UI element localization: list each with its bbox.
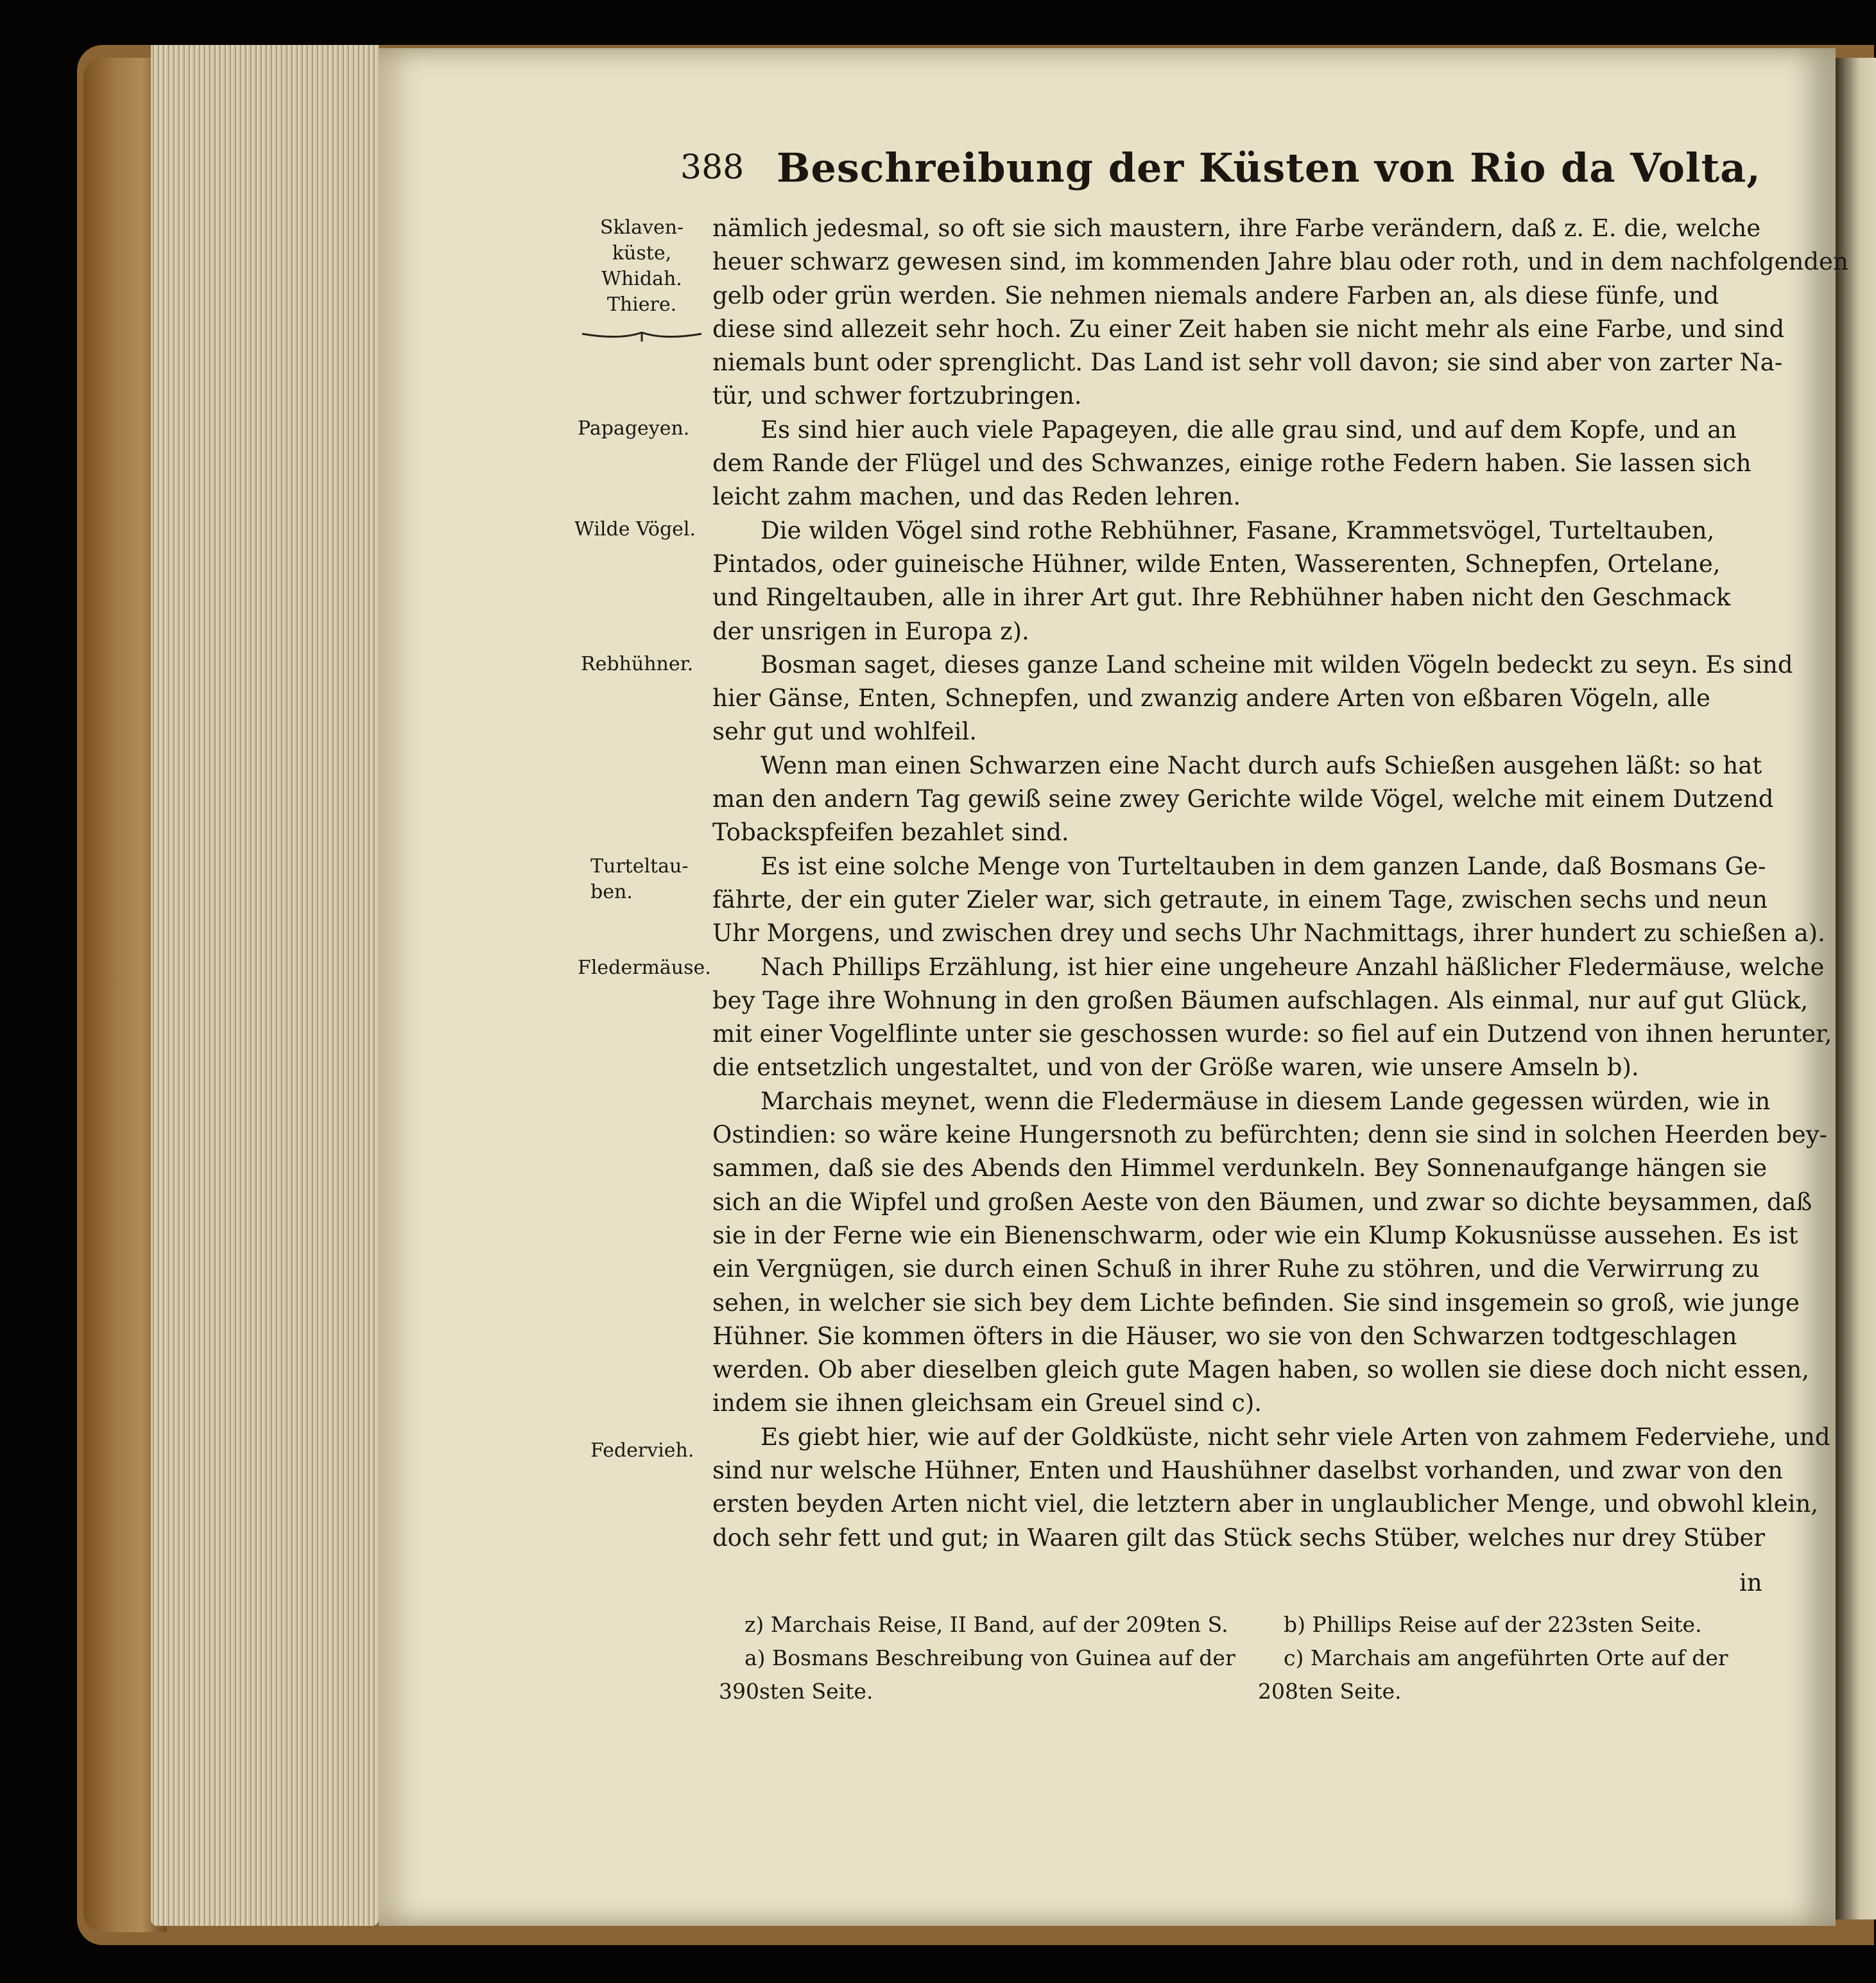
body-line: mit einer Vogelflinte unter sie geschossen wurde: so fiel auf ein Dutzend von ihnen herunter, (712, 1020, 1832, 1048)
body-line: sie in der Ferne wie ein Bienenschwarm, oder wie ein Klump Kokusnüsse aussehen. Es ist (712, 1221, 1798, 1249)
body-line: Marchais meynet, wenn die Fledermäuse in diesem Lande gegessen würden, wie in (761, 1087, 1771, 1115)
margin-note-line: Sklaven- (599, 216, 684, 239)
body-line: sich an die Wipfel und großen Aeste von den Bäumen, und zwar so dichte beysammen, daß (712, 1188, 1812, 1216)
body-line: Es ist eine solche Menge von Turteltauben in dem ganzen Lande, daß Bosmans Ge- (761, 852, 1766, 880)
footnote-line: c) Marchais am angeführten Orte auf der (1284, 1645, 1728, 1670)
catchword: in (1739, 1569, 1762, 1597)
page-edges (151, 45, 379, 1926)
margin-note-line: ben. (590, 881, 633, 903)
body-line: Bosman saget, dieses ganze Land scheine mit wilden Vögeln bedeckt zu seyn. Es sind (761, 650, 1793, 679)
body-line: bey Tage ihre Wohnung in den großen Bäumen aufschlagen. Als einmal, nur auf gut Glück, (712, 986, 1809, 1014)
margin-note-sklaven (587, 215, 696, 318)
body-line: sehen, in welcher sie sich bey dem Lichte befinden. Sie sind insgemein so groß, wie junge (712, 1288, 1800, 1317)
body-line: hier Gänse, Enten, Schnepfen, und zwanzig andere Arten von eßbaren Vögeln, alle (712, 684, 1710, 713)
body-line: diese sind allezeit sehr hoch. Zu einer Zeit haben sie nicht mehr als eine Farbe, und sind (712, 315, 1785, 343)
footnote-line: 390sten Seite. (719, 1679, 873, 1704)
footnote-line: a) Bosmans Beschreibung von Guinea auf der (744, 1645, 1235, 1670)
body-line: Uhr Morgens, und zwischen drey und sechs Uhr Nachmittags, ihrer hundert zu schießen a). (712, 919, 1825, 948)
body-line: niemals bunt oder sprenglicht. Das Land ist sehr voll davon; sie sind aber von zarter Na- (712, 349, 1783, 377)
footnote-line: z) Marchais Reise, II Band, auf der 209ten S. (744, 1612, 1228, 1637)
body-line: ein Vergnügen, sie durch einen Schuß in ihrer Ruhe zu stöhren, und die Verwirrung zu (712, 1255, 1760, 1283)
page-number: 388 (680, 148, 744, 187)
body-line: werden. Ob aber dieselben gleich gute Magen haben, so wollen sie diese doch nicht essen, (712, 1356, 1810, 1384)
body-line: Nach Phillips Erzählung, ist hier eine ungeheure Anzahl häßlicher Fledermäuse, welche (761, 953, 1825, 981)
margin-note-rebhuehner: Rebhühner. (581, 653, 694, 675)
body-line: sammen, daß sie des Abends den Himmel verdunkeln. Bey Sonnenaufgange hängen sie (712, 1154, 1768, 1182)
body-line: Es giebt hier, wie auf der Goldküste, nicht sehr viele Arten von zahmem Federviehe, und (761, 1423, 1830, 1451)
margin-note-line: Whidah. (601, 268, 682, 290)
body-line: fährte, der ein guter Zieler war, sich getraute, in einem Tage, zwischen sechs und neun (712, 885, 1768, 914)
footnotes-right (1258, 1608, 1728, 1708)
body-line: nämlich jedesmal, so oft sie sich maustern, ihre Farbe verändern, daß z. E. die, welche (712, 214, 1761, 242)
body-line: tür, und schwer fortzubringen. (712, 382, 1082, 410)
body-line: Pintados, oder guineische Hühner, wilde Enten, Wasserenten, Schnepfen, Ortelane, (712, 550, 1721, 578)
body-line: doch sehr fett und gut; in Waaren gilt das Stück sechs Stüber, welches nur drey Stüber (712, 1523, 1766, 1552)
body-line: Es sind hier auch viele Papageyen, die alle grau sind, und auf dem Kopfe, und an (761, 415, 1737, 444)
page-header (680, 144, 1761, 202)
margin-note-fledermaeuse: Fledermäuse. (578, 957, 711, 979)
margin-note-line: Thiere. (607, 293, 677, 316)
margin-note-papageyen: Papageyen. (578, 417, 690, 440)
body-line: die entsetzlich ungestaltet, und von der Größe waren, wie unsere Amseln b). (712, 1053, 1639, 1082)
body-line: ersten beyden Arten nicht viel, die letztern aber in unglaublicher Menge, und obwohl klein, (712, 1490, 1819, 1518)
footnotes-left (719, 1608, 1235, 1708)
footnote-line: b) Phillips Reise auf der 223sten Seite. (1284, 1612, 1702, 1637)
body-line: sind nur welsche Hühner, Enten und Haushühner daselbst vorhanden, und zwar von den (712, 1456, 1783, 1484)
body-line: indem sie ihnen gleichsam ein Greuel sind c). (712, 1389, 1262, 1417)
running-title: Beschreibung der Küsten von Rio da Volta, (777, 144, 1761, 191)
handwritten-brace (581, 321, 703, 347)
body-line: heuer schwarz gewesen sind, im kommenden Jahre blau oder roth, und in dem nachfolgenden (712, 248, 1848, 276)
body-line: Hühner. Sie kommen öfters in die Häuser, wo sie von den Schwarzen todtgeschlagen (712, 1322, 1737, 1350)
body-line: der unsrigen in Europa z). (712, 617, 1029, 645)
body-line: gelb oder grün werden. Sie nehmen niemals andere Farben an, als diese fünfe, und (712, 281, 1719, 309)
footnote-line: 208ten Seite. (1258, 1679, 1402, 1704)
margin-note-turteltauben (590, 854, 688, 905)
margin-note-line: küste, (612, 242, 672, 264)
margin-note-federvieh: Federvieh. (590, 1439, 694, 1462)
body-line: dem Rande der Flügel und des Schwanzes, einige rothe Federn haben. Sie lassen sich (712, 449, 1751, 478)
margin-note-wilde-voegel: Wilde Vögel. (574, 518, 696, 541)
body-line: Wenn man einen Schwarzen eine Nacht durch aufs Schießen ausgehen läßt: so hat (761, 751, 1762, 779)
body-line: Tobackspfeifen bezahlet sind. (712, 818, 1069, 847)
body-line: Ostindien: so wäre keine Hungersnoth zu befürchten; denn sie sind in solchen Heerden bey- (712, 1121, 1828, 1149)
body-line: sehr gut und wohlfeil. (712, 718, 977, 746)
body-text-block (712, 212, 1848, 1555)
body-line: leicht zahm machen, und das Reden lehren. (712, 483, 1241, 511)
body-line: und Ringeltauben, alle in ihrer Art gut. Ihre Rebhühner haben nicht den Geschmack (712, 584, 1731, 612)
body-line: Die wilden Vögel sind rothe Rebhühner, Fasane, Krammetsvögel, Turteltauben, (761, 516, 1715, 544)
body-line: man den andern Tag gewiß seine zwey Gerichte wilde Vögel, welche mit einem Dutzend (712, 785, 1774, 813)
margin-note-line: Turteltau- (590, 855, 689, 878)
